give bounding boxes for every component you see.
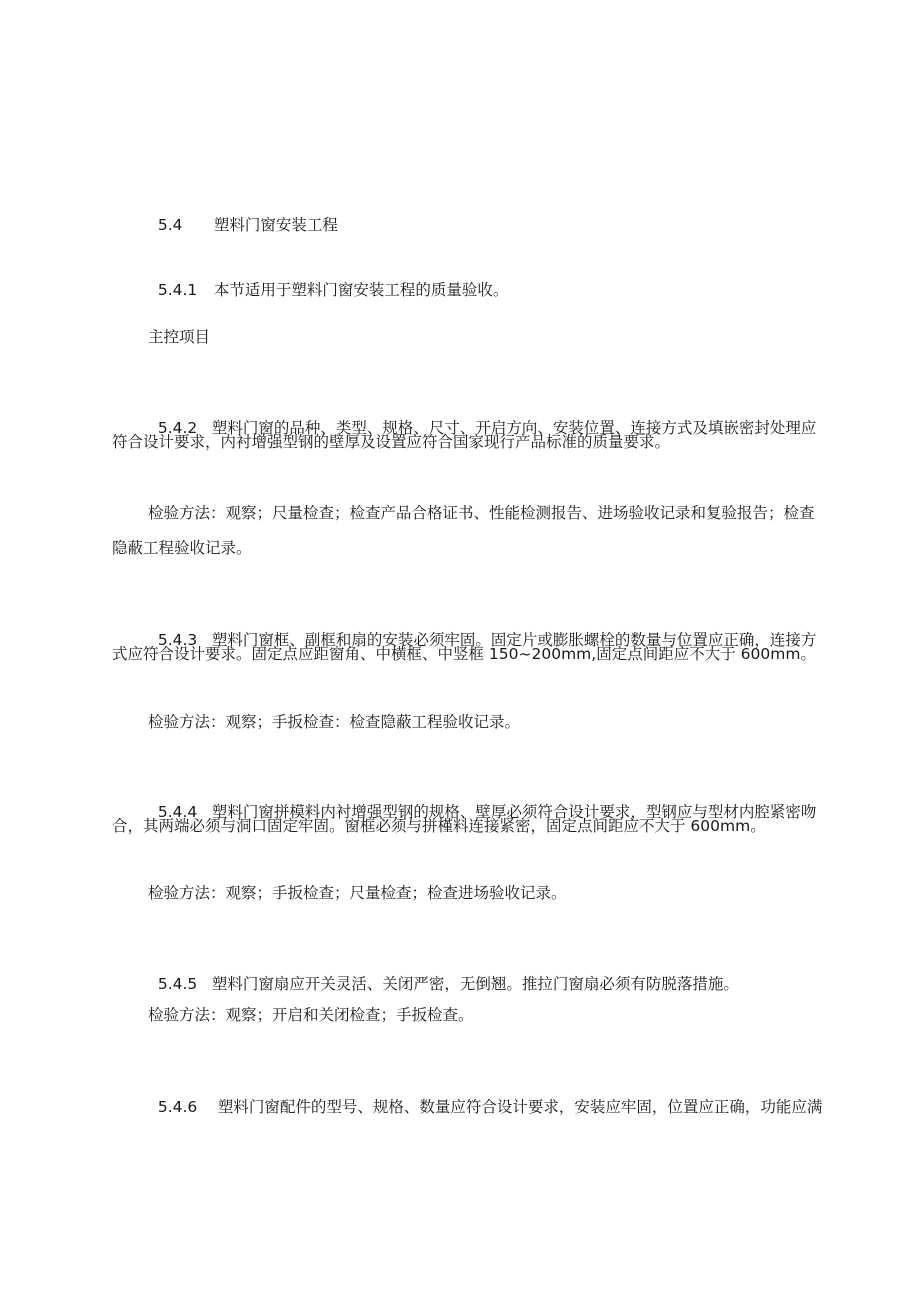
inspection-method-5-4-5: 检验方法：观察；开启和关闭检查；手扳检查。 xyxy=(148,1006,474,1024)
clause-5-4-1 xyxy=(148,257,508,301)
clause-5-4-6-line1 xyxy=(148,1074,822,1118)
clause-number: 5.4.2 xyxy=(157,419,198,437)
clause-5-4-3-line2: 式应符合设计要求。固定点应距窗角、中横框、中竖框 150~200mm,固定点间距应不大于 600mm。 xyxy=(112,645,816,663)
clause-5-4-5 xyxy=(148,951,739,995)
clause-text: 塑料门窗配件的型号、规格、数量应符合设计要求，安装应牢固，位置应正确，功能应满 xyxy=(217,1098,823,1116)
clause-text: 塑料门窗扇应开关灵活、关闭严密，无倒翘。推拉门窗扇必须有防脱落措施。 xyxy=(211,975,739,993)
section-title: 塑料门窗安装工程 xyxy=(213,216,338,234)
section-number: 5.4 xyxy=(157,216,183,234)
clause-number: 5.4.5 xyxy=(157,975,198,993)
subsection-heading: 主控项目 xyxy=(148,328,211,346)
inspection-method-5-4-3: 检验方法：观察；手扳检查：检查隐蔽工程验收记录。 xyxy=(148,713,521,731)
clause-text: 塑料门窗框、副框和扇的安装必须牢固。固定片或膨胀螺栓的数量与位置应正确，连接方 xyxy=(211,631,817,649)
clause-5-4-4-line2: 合，其两端必须与洞口固定牢固。窗框必须与拼槿料连接紧密，固定点间距应不大于 600mm。 xyxy=(112,817,766,835)
clause-number: 5.4.3 xyxy=(157,631,198,649)
section-heading xyxy=(148,192,338,236)
inspection-method-5-4-4: 检验方法：观察；手扳检查；尺量检查；检查进场验收记录。 xyxy=(148,884,567,902)
clause-number: 5.4.4 xyxy=(157,803,198,821)
clause-number: 5.4.6 xyxy=(157,1098,198,1116)
clause-text: 本节适用于塑料门窗安装工程的质量验收。 xyxy=(213,281,509,299)
inspection-method-5-4-2-line1: 检验方法：观察；尺量检查；检查产品合格证书、性能检测报告、进场验收记录和复验报告；检查 xyxy=(148,504,815,522)
clause-text: 塑料门窗拼模料内衬增强型钢的规格、壁厚必须符合设计要求，型钢应与型材内腔紧密吻 xyxy=(211,803,817,821)
clause-text: 塑料门窗的品种、类型、规格、尺寸、开启方向、安装位置、连接方式及填嵌密封处理应 xyxy=(211,419,817,437)
inspection-method-5-4-2-line2: 隐蔽工程验收记录。 xyxy=(112,539,252,557)
clause-number: 5.4.1 xyxy=(157,281,198,299)
clause-5-4-2-line2: 符合设计要求，内衬增强型钢的壁厚及设置应符合国家现行产品标准的质量要求。 xyxy=(112,433,671,451)
